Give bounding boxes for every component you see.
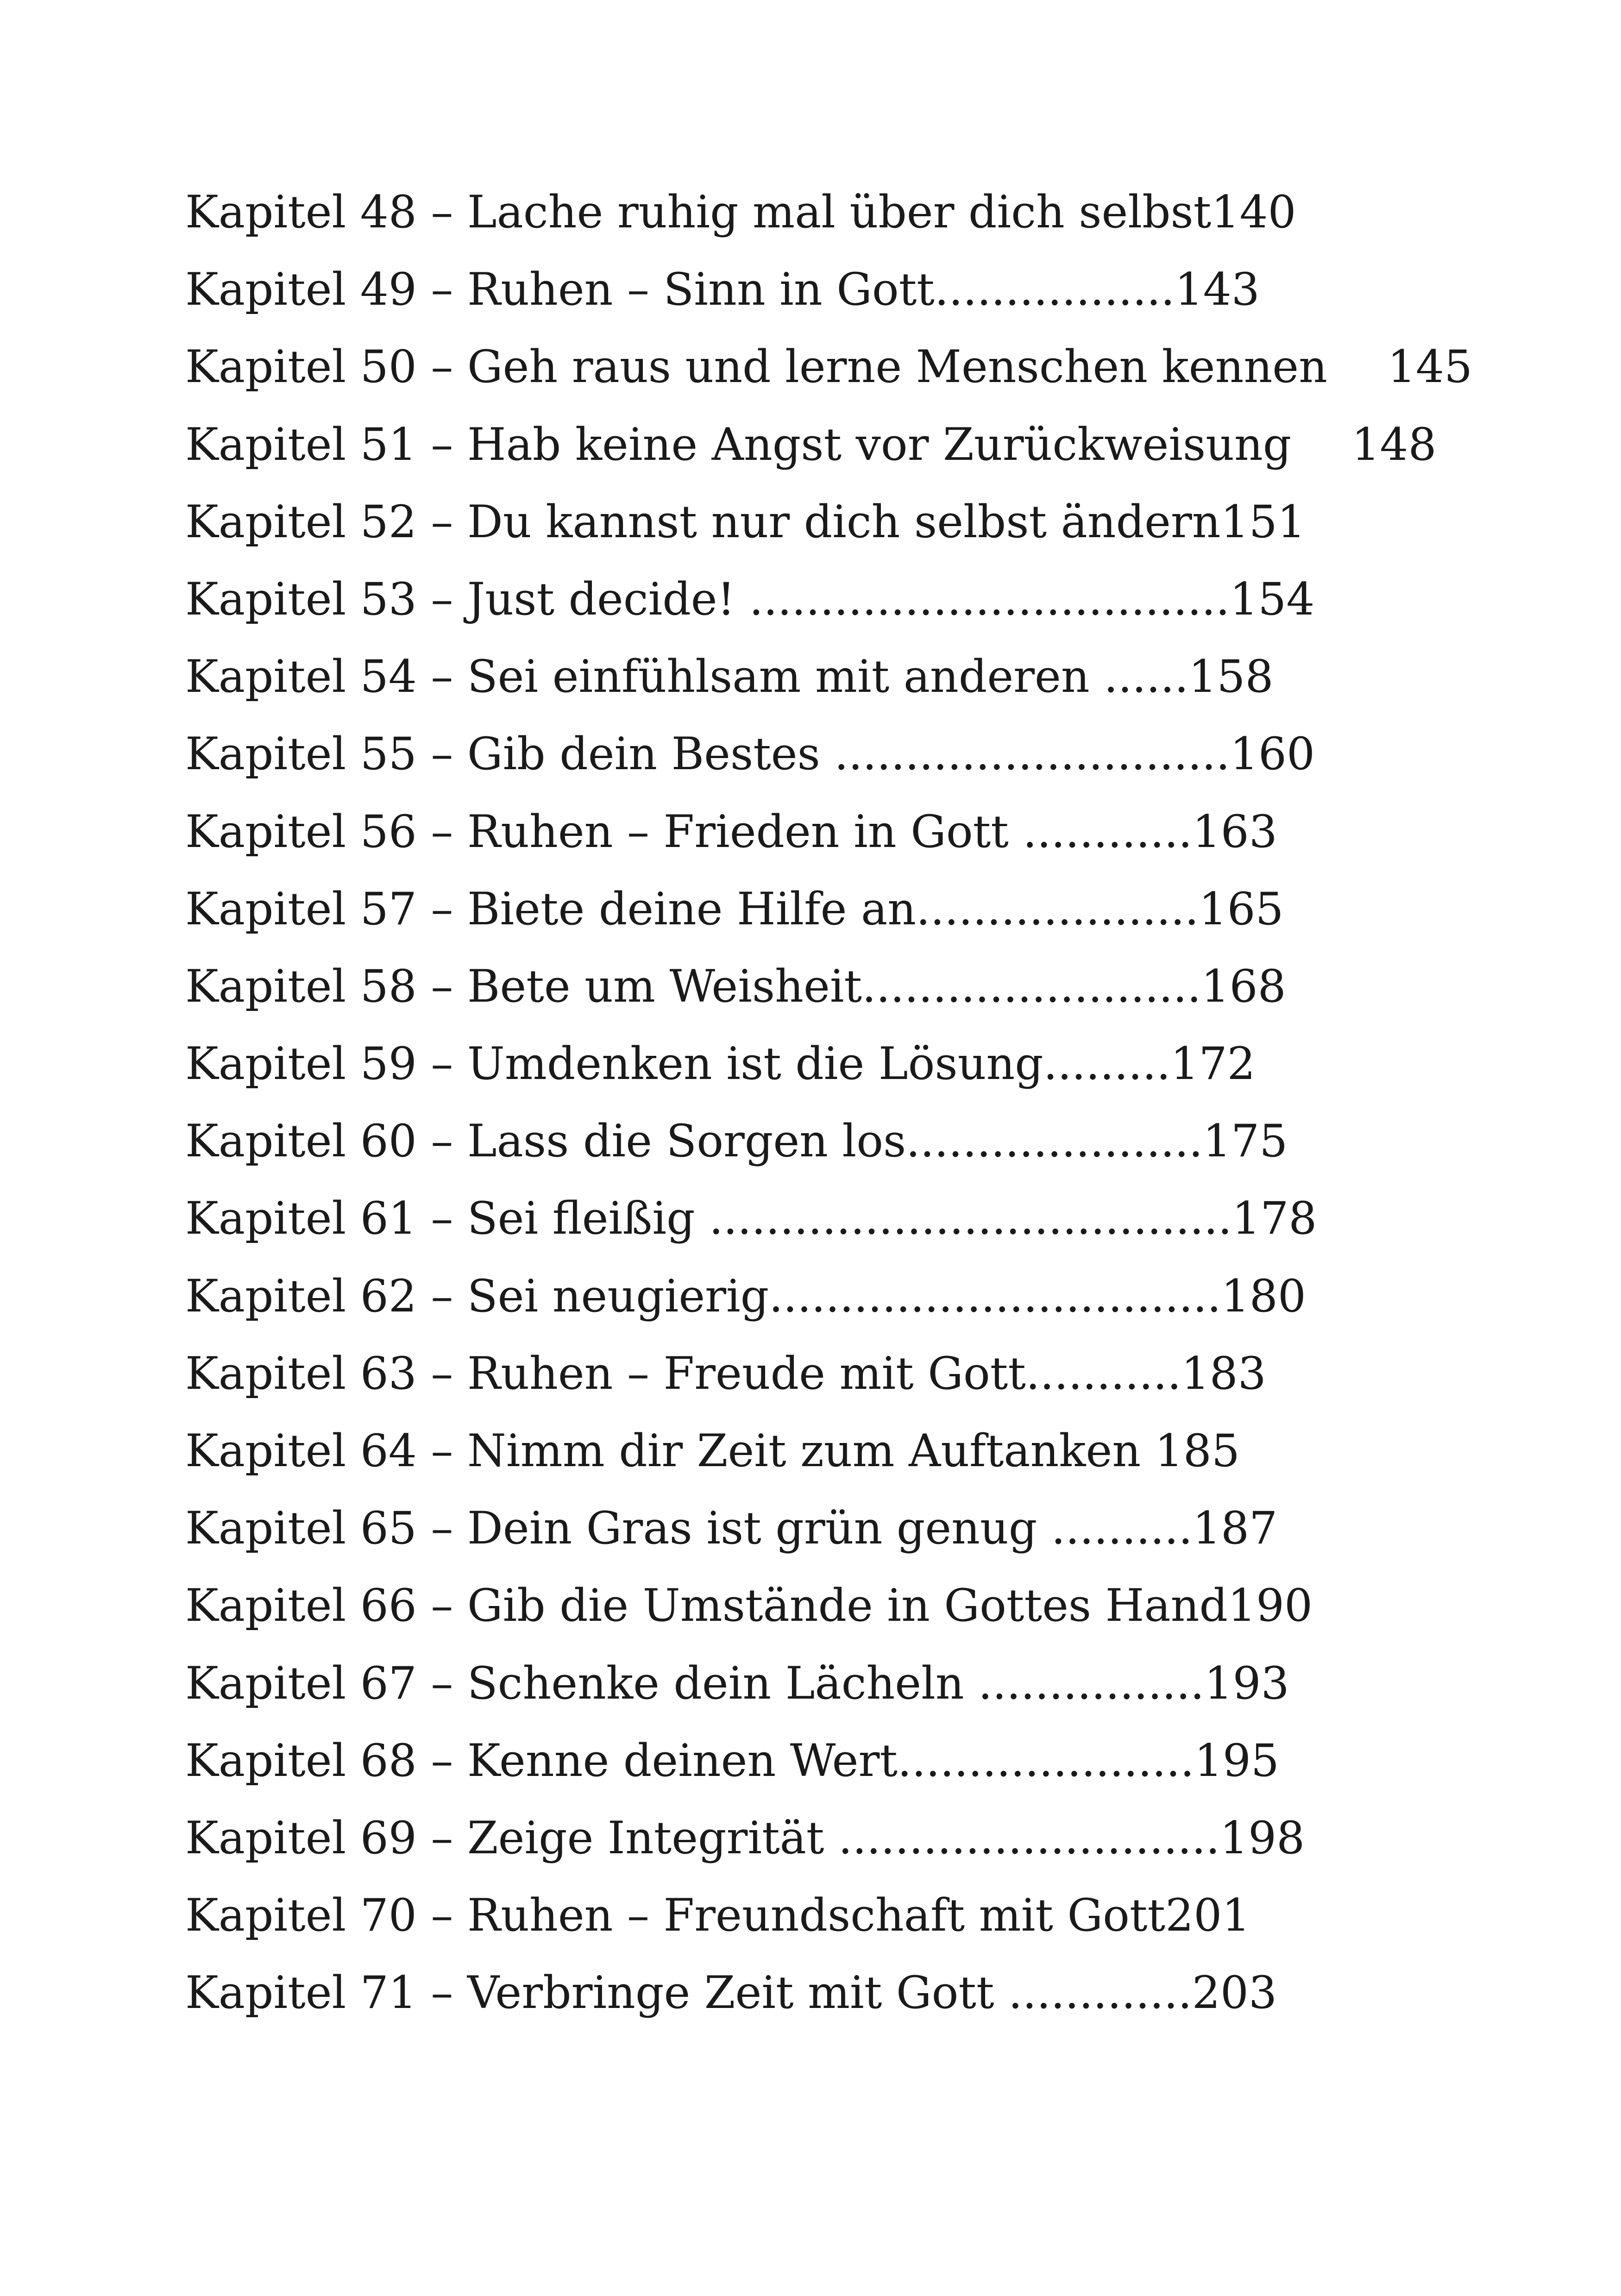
toc-dash: – (431, 186, 453, 238)
toc-entry (185, 561, 1575, 638)
toc-chapter-label: Kapitel 50 (185, 341, 417, 393)
toc-chapter-label: Kapitel 54 (185, 651, 417, 703)
toc-dash: – (431, 805, 453, 858)
toc-chapter-label: Kapitel 53 (185, 573, 417, 625)
toc-page-number: 160 (1230, 728, 1315, 780)
toc-page-number: 151 (1220, 496, 1306, 548)
toc-page-number: 145 (1387, 341, 1473, 393)
toc-leader-dots: ............ (1008, 805, 1193, 858)
toc-page-number: 154 (1230, 573, 1315, 625)
toc-chapter-label: Kapitel 66 (185, 1580, 417, 1632)
toc-leader-dots: ......... (1043, 1038, 1171, 1090)
toc-chapter-title: Sei fleißig (467, 1192, 695, 1245)
toc-entry (185, 1722, 1575, 1800)
toc-dash: – (431, 651, 453, 703)
toc-page-number: 172 (1170, 1038, 1256, 1090)
toc-entry (185, 1490, 1575, 1567)
toc-chapter-title: Ruhen – Frieden in Gott (467, 805, 1009, 858)
toc-entry (185, 715, 1575, 793)
toc-entry (185, 871, 1575, 948)
toc-chapter-label: Kapitel 60 (185, 1115, 417, 1167)
toc-entry (185, 1567, 1575, 1644)
toc-entry (185, 1335, 1575, 1412)
toc-chapter-title: Ruhen – Sinn in Gott (467, 263, 935, 316)
toc-entry (185, 1954, 1575, 2032)
toc-chapter-title: Nimm dir Zeit zum Auftanken (467, 1425, 1141, 1477)
toc-chapter-label: Kapitel 49 (185, 263, 417, 316)
toc-chapter-title: Umdenken ist die Lösung (467, 1038, 1043, 1090)
toc-leader-dots: ........................ (862, 960, 1201, 1012)
toc-page-number: 148 (1351, 418, 1437, 470)
toc-chapter-title: Du kannst nur dich selbst ändern (467, 496, 1221, 548)
toc-page-number: 187 (1192, 1502, 1278, 1555)
toc-page-number: 201 (1165, 1889, 1250, 1942)
toc-entry (185, 1877, 1575, 1954)
toc-chapter-label: Kapitel 70 (185, 1889, 417, 1942)
toc-dash: – (431, 728, 453, 780)
toc-page-number: 165 (1199, 883, 1284, 935)
toc-entry (185, 1103, 1575, 1180)
toc-chapter-title: Gib dein Bestes (467, 728, 820, 780)
toc-chapter-title: Bete um Weisheit (467, 960, 862, 1012)
toc-dash: – (431, 263, 453, 316)
toc-entry (185, 174, 1575, 251)
toc-leader-dots (1141, 1425, 1155, 1477)
toc-dash: – (431, 1192, 453, 1245)
toc-leader-dots: ........................... (824, 1812, 1220, 1864)
toc-page-number: 168 (1201, 960, 1286, 1012)
toc-chapter-label: Kapitel 57 (185, 883, 417, 935)
toc-chapter-label: Kapitel 55 (185, 728, 417, 780)
toc-dash: – (431, 1967, 453, 2019)
toc-entry (185, 1180, 1575, 1257)
toc-page-number: 158 (1188, 651, 1274, 703)
toc-page-number: 198 (1219, 1812, 1305, 1864)
toc-chapter-title: Verbringe Zeit mit Gott (467, 1967, 994, 2019)
toc-dash: – (431, 1270, 453, 1322)
toc-entry (185, 483, 1575, 561)
toc-leader-dots: ................................ (769, 1270, 1221, 1322)
toc-entry (185, 948, 1575, 1025)
toc-leader-dots: .................... (916, 883, 1199, 935)
table-of-contents (185, 174, 1575, 2032)
toc-entry (185, 1258, 1575, 1335)
toc-chapter-label: Kapitel 68 (185, 1734, 417, 1787)
toc-chapter-title: Zeige Integrität (467, 1812, 824, 1864)
toc-leader-dots: ........... (1025, 1347, 1181, 1399)
toc-chapter-title: Ruhen – Freude mit Gott (467, 1347, 1026, 1399)
toc-chapter-label: Kapitel 71 (185, 1967, 417, 2019)
toc-dash: – (431, 1038, 453, 1090)
toc-chapter-label: Kapitel 51 (185, 418, 417, 470)
toc-dash: – (431, 1502, 453, 1555)
toc-dash: – (431, 573, 453, 625)
toc-chapter-label: Kapitel 67 (185, 1657, 417, 1709)
toc-dash: – (431, 496, 453, 548)
toc-page-number: 185 (1155, 1425, 1240, 1477)
toc-entry (185, 328, 1575, 406)
toc-chapter-title: Sei neugierig (467, 1270, 769, 1322)
toc-leader-dots: ............. (994, 1967, 1192, 2019)
toc-dash: – (431, 1580, 453, 1632)
toc-chapter-title: Biete deine Hilfe an (467, 883, 917, 935)
toc-chapter-label: Kapitel 62 (185, 1270, 417, 1322)
toc-entry (185, 1645, 1575, 1722)
toc-chapter-title: Ruhen – Freundschaft mit Gott (467, 1889, 1166, 1942)
toc-entry (185, 793, 1575, 871)
toc-chapter-title: Just decide! (467, 573, 735, 625)
toc-dash: – (431, 1425, 453, 1477)
toc-chapter-label: Kapitel 48 (185, 186, 417, 238)
toc-leader-dots: ...... (1089, 651, 1189, 703)
toc-chapter-label: Kapitel 56 (185, 805, 417, 858)
toc-chapter-label: Kapitel 58 (185, 960, 417, 1012)
toc-leader-dots: ............................ (820, 728, 1230, 780)
toc-entry (185, 251, 1575, 328)
toc-entry (185, 638, 1575, 715)
toc-page-number: 183 (1181, 1347, 1266, 1399)
toc-page-number: 180 (1221, 1270, 1306, 1322)
toc-dash: – (431, 883, 453, 935)
toc-chapter-title: Schenke dein Lächeln (467, 1657, 964, 1709)
toc-chapter-title: Lass die Sorgen los (467, 1115, 906, 1167)
toc-page-number: 143 (1175, 263, 1260, 316)
toc-dash: – (431, 1734, 453, 1787)
toc-chapter-label: Kapitel 65 (185, 1502, 417, 1555)
toc-chapter-title: Geh raus und lerne Menschen kennen (467, 341, 1327, 393)
toc-leader-dots: .................................. (735, 573, 1230, 625)
toc-page-number: 190 (1227, 1580, 1313, 1632)
toc-page-number: 195 (1194, 1734, 1279, 1787)
toc-page-number: 140 (1211, 186, 1296, 238)
toc-page-number: 175 (1203, 1115, 1288, 1167)
toc-chapter-label: Kapitel 63 (185, 1347, 417, 1399)
toc-chapter-label: Kapitel 59 (185, 1038, 417, 1090)
toc-leader-dots: ..................... (906, 1115, 1203, 1167)
toc-page-number: 203 (1192, 1967, 1277, 2019)
toc-chapter-title: Kenne deinen Wert (467, 1734, 898, 1787)
toc-chapter-label: Kapitel 69 (185, 1812, 417, 1864)
toc-entry (185, 406, 1575, 483)
toc-leader-dots: ................ (964, 1657, 1205, 1709)
toc-page-number: 163 (1192, 805, 1277, 858)
toc-entry (185, 1025, 1575, 1103)
toc-chapter-title: Hab keine Angst vor Zurückweisung (467, 418, 1292, 470)
toc-dash: – (431, 1115, 453, 1167)
toc-dash: – (431, 1657, 453, 1709)
toc-leader-dots: ..................................... (695, 1192, 1232, 1245)
toc-chapter-label: Kapitel 52 (185, 496, 417, 548)
toc-page-number: 193 (1204, 1657, 1289, 1709)
toc-dash: – (431, 1889, 453, 1942)
toc-dash: – (431, 1347, 453, 1399)
toc-dash: – (431, 418, 453, 470)
toc-page-number: 178 (1232, 1192, 1317, 1245)
toc-entry (185, 1412, 1575, 1490)
toc-chapter-label: Kapitel 61 (185, 1192, 417, 1245)
toc-leader-dots: ................. (934, 263, 1175, 316)
toc-leader-dots: .......... (1037, 1502, 1193, 1555)
toc-dash: – (431, 1812, 453, 1864)
toc-chapter-label: Kapitel 64 (185, 1425, 417, 1477)
toc-entry (185, 1800, 1575, 1877)
toc-chapter-title: Gib die Umstände in Gottes Hand (467, 1580, 1228, 1632)
toc-dash: – (431, 341, 453, 393)
toc-chapter-title: Dein Gras ist grün genug (467, 1502, 1037, 1555)
toc-leader-dots: ..................... (897, 1734, 1194, 1787)
toc-dash: – (431, 960, 453, 1012)
toc-chapter-title: Sei einfühlsam mit anderen (467, 651, 1090, 703)
toc-chapter-title: Lache ruhig mal über dich selbst (467, 186, 1212, 238)
